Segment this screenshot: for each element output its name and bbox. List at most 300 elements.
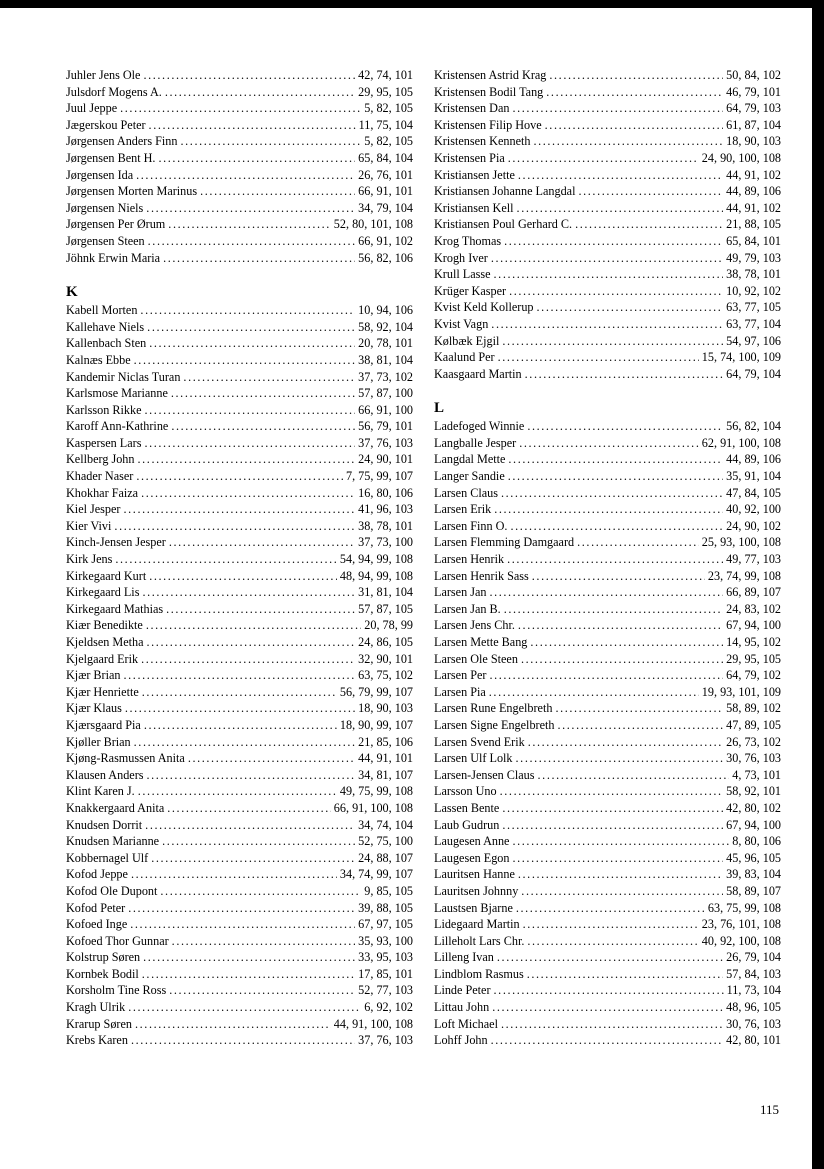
dot-leader	[498, 349, 699, 366]
dot-leader	[162, 833, 355, 850]
index-entry	[434, 982, 781, 999]
dot-leader	[489, 684, 699, 701]
entry-name: Kinch-Jensen Jesper	[66, 535, 166, 550]
entry-name: Kjeldsen Metha	[66, 635, 144, 649]
entry-page-refs: 44, 89, 106	[726, 452, 781, 467]
dot-leader	[166, 601, 355, 618]
entry-page-refs: 44, 89, 106	[726, 184, 781, 199]
dot-leader	[142, 966, 355, 983]
dot-leader	[528, 734, 723, 751]
dot-leader	[512, 833, 729, 850]
dot-leader	[521, 883, 723, 900]
entry-page-refs: 34, 74, 104	[358, 817, 413, 832]
entry-name: Korsholm Tine Ross	[66, 983, 167, 998]
entry-page-refs: 20, 78, 101	[358, 336, 413, 351]
index-entry	[66, 634, 413, 651]
entry-name: Kirk Jens	[66, 552, 113, 567]
entry-page-refs: 32, 90, 101	[358, 651, 413, 666]
index-entry	[434, 200, 781, 217]
entry-page-refs: 44, 91, 100, 108	[333, 1016, 413, 1031]
dot-leader	[143, 949, 355, 966]
entry-name: Laustsen Bjarne	[434, 900, 513, 915]
dot-leader	[124, 667, 356, 684]
dot-leader	[172, 933, 355, 950]
entry-name: Loft Michael	[434, 1016, 498, 1031]
entry-name: Ladefoged Winnie	[434, 419, 525, 434]
index-entry	[66, 966, 413, 983]
section-letter-heading: L	[434, 400, 445, 417]
index-entry	[434, 551, 781, 568]
index-entry	[434, 584, 781, 601]
index-entry	[434, 67, 781, 84]
dot-leader	[146, 617, 361, 634]
entry-name: Juhler Jens Ole	[66, 68, 141, 82]
entry-name: Kellberg John	[66, 452, 135, 467]
entry-name: Laugesen Egon	[434, 850, 510, 865]
index-entry	[66, 468, 413, 485]
index-entry	[434, 817, 781, 834]
index-entry	[434, 717, 781, 734]
index-entry	[434, 534, 781, 551]
index-entry	[434, 518, 781, 535]
entry-page-refs: 56, 82, 106	[358, 250, 413, 265]
index-entry	[434, 1016, 781, 1033]
entry-name: Jørgensen Steen	[66, 233, 145, 248]
index-entry	[66, 667, 413, 684]
index-entry	[434, 451, 781, 468]
index-entry	[434, 216, 781, 233]
index-entry	[66, 216, 413, 233]
index-entry	[66, 717, 413, 734]
entry-page-refs: 63, 77, 105	[726, 300, 781, 315]
entry-name: Larsen Henrik	[434, 552, 505, 567]
dot-leader	[171, 385, 355, 402]
entry-page-refs: 45, 96, 105	[726, 850, 781, 865]
entry-name: Karoff Ann-Kathrine	[66, 419, 169, 434]
index-entry	[434, 250, 781, 267]
entry-name: Laugesen Anne	[434, 834, 510, 849]
entry-page-refs: 63, 77, 104	[726, 316, 781, 331]
dot-leader	[502, 800, 723, 817]
entry-name: Kristiansen Johanne Langdal	[434, 184, 576, 199]
dot-leader	[168, 216, 330, 233]
index-entry	[66, 866, 413, 883]
entry-page-refs: 37, 73, 102	[358, 369, 413, 384]
entry-name: Kirkegaard Kurt	[66, 568, 147, 583]
dot-leader	[532, 568, 705, 585]
entry-name: Larsen Finn O.	[434, 518, 508, 533]
dot-leader	[147, 767, 356, 784]
entry-name: Lohff John	[434, 1033, 488, 1048]
entry-name: Larsen Henrik Sass	[434, 568, 529, 583]
entry-name: Larsen Claus	[434, 485, 498, 500]
entry-name: Kristiansen Poul Gerhard C.	[434, 217, 573, 232]
entry-name: Kirkegaard Lis	[66, 585, 140, 600]
index-entry	[434, 150, 781, 167]
index-entry	[66, 250, 413, 267]
section-spacer	[434, 382, 781, 390]
dot-leader	[200, 183, 355, 200]
entry-name: Kjær Brian	[66, 668, 121, 683]
index-entry	[66, 200, 413, 217]
index-entry	[434, 850, 781, 867]
dot-leader	[188, 750, 355, 767]
entry-name: Kallehave Niels	[66, 319, 145, 334]
entry-name: Kandemir Niclas Turan	[66, 369, 181, 384]
index-entry	[434, 468, 781, 485]
entry-name: Larsen Rune Engelbreth	[434, 701, 553, 716]
entry-page-refs: 57, 84, 103	[726, 966, 781, 981]
dot-leader	[497, 949, 723, 966]
index-entry	[66, 485, 413, 502]
index-entry	[66, 584, 413, 601]
entry-name: Krebs Karen	[66, 1033, 128, 1048]
entry-page-refs: 37, 76, 103	[358, 1033, 413, 1048]
entry-page-refs: 34, 81, 107	[358, 767, 413, 782]
dot-leader	[131, 866, 337, 883]
dot-leader	[577, 534, 699, 551]
entry-name: Karlsson Rikke	[66, 402, 142, 417]
entry-name: Lassen Bente	[434, 800, 500, 815]
dot-leader	[181, 133, 362, 150]
dot-leader	[502, 817, 723, 834]
index-entry	[66, 183, 413, 200]
entry-name: Jørgensen Niels	[66, 200, 144, 215]
entry-name: Linde Peter	[434, 983, 491, 998]
entry-name: Larsen Mette Bang	[434, 635, 528, 649]
index-entry	[434, 617, 781, 634]
entry-page-refs: 24, 86, 105	[358, 635, 413, 649]
entry-name: Kofoed Thor Gunnar	[66, 933, 169, 948]
index-entry	[434, 916, 781, 933]
dot-leader	[134, 734, 356, 751]
dot-leader	[518, 167, 723, 184]
entry-page-refs: 37, 73, 100	[358, 535, 413, 550]
index-entry	[66, 418, 413, 435]
entry-page-refs: 66, 91, 100	[358, 402, 413, 417]
entry-page-refs: 24, 90, 100, 108	[701, 150, 781, 165]
entry-name: Jørgensen Ida	[66, 167, 134, 182]
index-entry	[66, 435, 413, 452]
entry-page-refs: 64, 79, 104	[726, 366, 781, 381]
index-entry	[66, 949, 413, 966]
index-entry	[434, 183, 781, 200]
index-entry	[434, 783, 781, 800]
index-entry	[434, 651, 781, 668]
entry-name: Khokhar Faiza	[66, 485, 139, 500]
entry-page-refs: 48, 96, 105	[726, 1000, 781, 1015]
entry-name: Krog Thomas	[434, 233, 502, 248]
entry-page-refs: 58, 92, 101	[726, 784, 781, 799]
entry-page-refs: 4, 73, 101	[732, 767, 781, 782]
entry-page-refs: 49, 75, 99, 108	[339, 784, 413, 799]
entry-name: Kjær Henriette	[66, 684, 139, 699]
dot-leader	[160, 883, 361, 900]
entry-name: Kaasgaard Martin	[434, 366, 522, 381]
index-entry	[434, 883, 781, 900]
dot-leader	[510, 518, 723, 535]
index-entry	[66, 916, 413, 933]
index-column-right	[434, 67, 781, 1049]
dot-leader	[171, 418, 355, 435]
index-entry	[66, 335, 413, 352]
dot-leader	[494, 501, 723, 518]
entry-name: Kjelgaard Erik	[66, 651, 139, 666]
index-entry	[66, 167, 413, 184]
index-entry	[66, 352, 413, 369]
index-entry	[434, 667, 781, 684]
entry-name: Kallenbach Sten	[66, 336, 147, 351]
dot-leader	[575, 216, 723, 233]
dot-leader	[555, 700, 723, 717]
entry-page-refs: 48, 94, 99, 108	[339, 568, 413, 583]
index-entry	[66, 900, 413, 917]
entry-name: Larsen Per	[434, 668, 487, 683]
dot-leader	[149, 568, 337, 585]
index-entry	[66, 850, 413, 867]
index-entry	[66, 999, 413, 1016]
entry-page-refs: 66, 91, 101	[358, 184, 413, 199]
dot-leader	[131, 1032, 355, 1049]
entry-name: Jørgensen Per Ørum	[66, 217, 166, 232]
dot-leader	[509, 283, 723, 300]
index-entry	[434, 133, 781, 150]
entry-page-refs: 39, 88, 105	[358, 900, 413, 915]
entry-name: Kofod Ole Dupont	[66, 883, 158, 898]
dot-leader	[501, 485, 723, 502]
entry-name: Kabell Morten	[66, 303, 138, 318]
index-entry	[434, 800, 781, 817]
entry-name: Larsen Erik	[434, 502, 492, 517]
entry-name: Kristiansen Jette	[434, 167, 515, 182]
dot-leader	[144, 435, 355, 452]
entry-name: Jørgensen Morten Marinus	[66, 184, 198, 199]
entry-name: Lauritsen Johnny	[434, 883, 519, 898]
entry-page-refs: 41, 96, 103	[358, 502, 413, 517]
dot-leader	[494, 982, 724, 999]
index-entry	[66, 302, 413, 319]
dot-leader	[533, 133, 723, 150]
entry-name: Julsdorf Mogens A.	[66, 84, 162, 99]
dot-leader	[145, 402, 356, 419]
entry-page-refs: 50, 84, 102	[726, 68, 781, 82]
section-letter-heading: K	[66, 284, 78, 301]
index-column-left	[66, 67, 413, 1049]
entry-name: Kristiansen Kell	[434, 200, 514, 215]
index-entry	[66, 1032, 413, 1049]
index-entry	[434, 767, 781, 784]
entry-name: Kaalund Per	[434, 350, 495, 365]
entry-page-refs: 10, 92, 102	[726, 283, 781, 298]
entry-page-refs: 38, 78, 101	[726, 267, 781, 282]
dot-leader	[124, 501, 356, 518]
entry-page-refs: 26, 73, 102	[726, 734, 781, 749]
entry-name: Kjøller Brian	[66, 734, 131, 749]
entry-page-refs: 42, 74, 101	[358, 68, 413, 82]
index-entry	[66, 933, 413, 950]
index-entry	[66, 750, 413, 767]
entry-page-refs: 16, 80, 106	[358, 485, 413, 500]
dot-leader	[578, 183, 723, 200]
dot-leader	[489, 667, 723, 684]
entry-page-refs: 21, 85, 106	[358, 734, 413, 749]
entry-page-refs: 23, 76, 101, 108	[701, 917, 781, 932]
dot-leader	[519, 435, 699, 452]
entry-page-refs: 29, 95, 105	[358, 84, 413, 99]
index-entry	[434, 117, 781, 134]
entry-name: Larsen Pia	[434, 684, 486, 699]
index-entry	[434, 933, 781, 950]
entry-name: Kvist Keld Kollerup	[434, 300, 534, 315]
index-entry	[66, 734, 413, 751]
section-spacer	[66, 266, 413, 274]
entry-page-refs: 58, 92, 104	[358, 319, 413, 334]
entry-page-refs: 38, 81, 104	[358, 352, 413, 367]
index-entry	[434, 233, 781, 250]
index-entry	[66, 783, 413, 800]
entry-page-refs: 17, 85, 101	[358, 966, 413, 981]
dot-leader	[151, 850, 355, 867]
dot-leader	[125, 700, 355, 717]
dot-leader	[134, 352, 356, 369]
dot-leader	[128, 900, 355, 917]
entry-page-refs: 14, 95, 102	[726, 635, 781, 649]
index-entry	[434, 1032, 781, 1049]
entry-page-refs: 6, 92, 102	[364, 1000, 413, 1015]
entry-page-refs: 62, 91, 100, 108	[701, 435, 781, 450]
entry-page-refs: 29, 95, 105	[726, 651, 781, 666]
entry-name: Langballe Jesper	[434, 435, 517, 450]
entry-page-refs: 21, 88, 105	[726, 217, 781, 232]
index-entry	[66, 617, 413, 634]
entry-name: Larsen Ole Steen	[434, 651, 518, 666]
dot-leader	[130, 916, 355, 933]
entry-name: Laub Gudrun	[434, 817, 500, 832]
index-entry	[66, 551, 413, 568]
index-entry	[66, 451, 413, 468]
entry-page-refs: 52, 77, 103	[358, 983, 413, 998]
index-entry	[66, 233, 413, 250]
entry-page-refs: 23, 74, 99, 108	[707, 568, 781, 583]
index-entry	[434, 418, 781, 435]
entry-name: Larsen Jan B.	[434, 601, 501, 616]
entry-name: Kristensen Pia	[434, 150, 505, 165]
dot-leader	[523, 916, 699, 933]
entry-name: Karlsmose Marianne	[66, 386, 168, 401]
entry-page-refs: 42, 80, 102	[726, 800, 781, 815]
index-entry	[434, 949, 781, 966]
entry-page-refs: 66, 91, 102	[358, 233, 413, 248]
entry-name: Langdal Mette	[434, 452, 506, 467]
entry-name: Lidegaard Martin	[434, 917, 520, 932]
entry-name: Kornbek Bodil	[66, 966, 139, 981]
dot-leader	[546, 84, 723, 101]
entry-name: Klausen Anders	[66, 767, 144, 782]
index-entry	[66, 601, 413, 618]
dot-leader	[183, 369, 355, 386]
index-entry	[66, 319, 413, 336]
entry-page-refs: 24, 90, 101	[358, 452, 413, 467]
dot-leader	[518, 617, 723, 634]
index-entry	[434, 435, 781, 452]
index-entry	[434, 750, 781, 767]
dot-leader	[128, 999, 361, 1016]
dot-leader	[138, 451, 356, 468]
entry-name: Kiel Jesper	[66, 502, 121, 517]
index-entry	[66, 385, 413, 402]
entry-name: Kjær Klaus	[66, 701, 122, 716]
index-entry	[434, 299, 781, 316]
index-entry	[434, 266, 781, 283]
index-entry	[434, 333, 781, 350]
entry-page-refs: 61, 87, 104	[726, 117, 781, 132]
index-entry	[66, 817, 413, 834]
index-entry	[66, 982, 413, 999]
entry-page-refs: 44, 91, 102	[726, 200, 781, 215]
index-entry	[434, 366, 781, 383]
dot-leader	[491, 1032, 724, 1049]
entry-name: Krüger Kasper	[434, 283, 507, 298]
entry-page-refs: 64, 79, 103	[726, 101, 781, 116]
dot-leader	[549, 67, 723, 84]
entry-page-refs: 37, 76, 103	[358, 435, 413, 450]
entry-name: Lilleng Ivan	[434, 950, 494, 965]
entry-page-refs: 35, 93, 100	[358, 933, 413, 948]
entry-name: Krull Lasse	[434, 267, 491, 282]
entry-page-refs: 18, 90, 99, 107	[339, 717, 413, 732]
entry-name: Knakkergaard Anita	[66, 800, 165, 815]
index-entry	[434, 283, 781, 300]
entry-page-refs: 34, 74, 99, 107	[339, 867, 413, 882]
entry-page-refs: 33, 95, 103	[358, 950, 413, 965]
dot-leader	[142, 684, 337, 701]
entry-page-refs: 30, 76, 103	[726, 1016, 781, 1031]
entry-name: Larsen Svend Erik	[434, 734, 525, 749]
index-entry	[434, 485, 781, 502]
dot-leader	[489, 584, 723, 601]
entry-page-refs: 56, 79, 101	[358, 419, 413, 434]
entry-page-refs: 63, 75, 99, 108	[707, 900, 781, 915]
entry-name: Larsen Ulf Lolk	[434, 751, 513, 766]
dot-leader	[504, 233, 723, 250]
index-entry	[434, 833, 781, 850]
entry-page-refs: 49, 79, 103	[726, 250, 781, 265]
entry-page-refs: 57, 87, 105	[358, 601, 413, 616]
index-entry	[66, 800, 413, 817]
entry-name: Kiær Benedikte	[66, 618, 143, 633]
dot-leader	[502, 333, 723, 350]
entry-page-refs: 24, 83, 102	[726, 601, 781, 616]
entry-name: Kofoed Inge	[66, 917, 128, 932]
dot-leader	[140, 302, 355, 319]
entry-name: Larsen-Jensen Claus	[434, 767, 535, 782]
entry-name: Lauritsen Hanne	[434, 867, 515, 882]
index-entry	[66, 568, 413, 585]
entry-name: Klint Karen J.	[66, 784, 135, 799]
entry-name: Jørgensen Anders Finn	[66, 134, 178, 149]
entry-page-refs: 65, 84, 101	[726, 233, 781, 248]
entry-name: Kofod Peter	[66, 900, 126, 915]
index-entry	[66, 700, 413, 717]
entry-page-refs: 47, 89, 105	[726, 717, 781, 732]
dot-leader	[115, 551, 336, 568]
index-entry	[66, 651, 413, 668]
entry-page-refs: 44, 91, 101	[358, 751, 413, 766]
dot-leader	[169, 982, 355, 999]
entry-name: Kirkegaard Mathias	[66, 601, 164, 616]
dot-leader	[143, 67, 355, 84]
entry-name: Kristensen Bodil Tang	[434, 84, 544, 99]
